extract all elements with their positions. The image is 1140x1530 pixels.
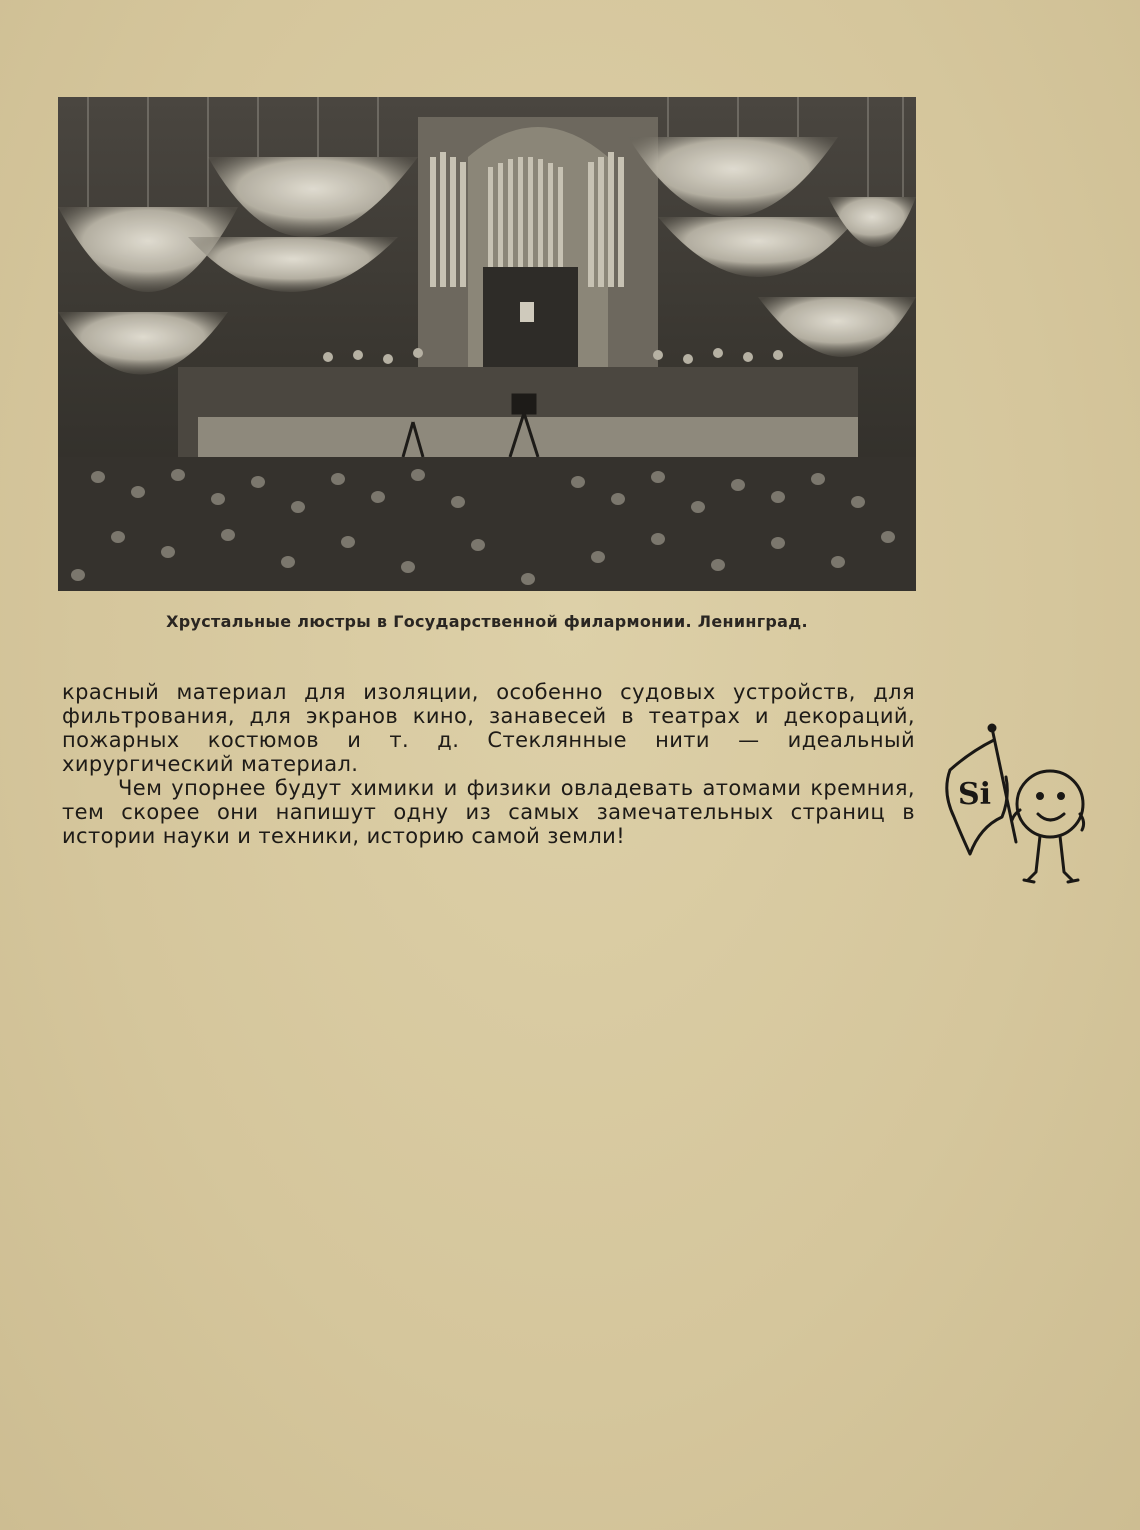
photo-caption: Хрустальные люстры в Государственной филармонии. Ленинград. — [166, 612, 808, 631]
body-text — [62, 680, 915, 848]
concert-hall-photo — [58, 97, 916, 591]
silicon-mascot-illustration — [940, 722, 1090, 887]
paragraph: красный материал для изоляции, особенно судовых устройств, для фильтрования, для экранов кино, занавесей в театрах и декораций, пожарных костюмов и т. д. Стеклянные нити — идеальный хирургический материал. — [62, 680, 915, 776]
paragraph: Чем упорнее будут химики и физики овладевать атомами кремния, тем скорее они напишут одну из самых замечательных страниц в истории науки и техники, историю самой земли! — [62, 776, 915, 848]
mascot-flag-text: Si — [958, 777, 992, 812]
